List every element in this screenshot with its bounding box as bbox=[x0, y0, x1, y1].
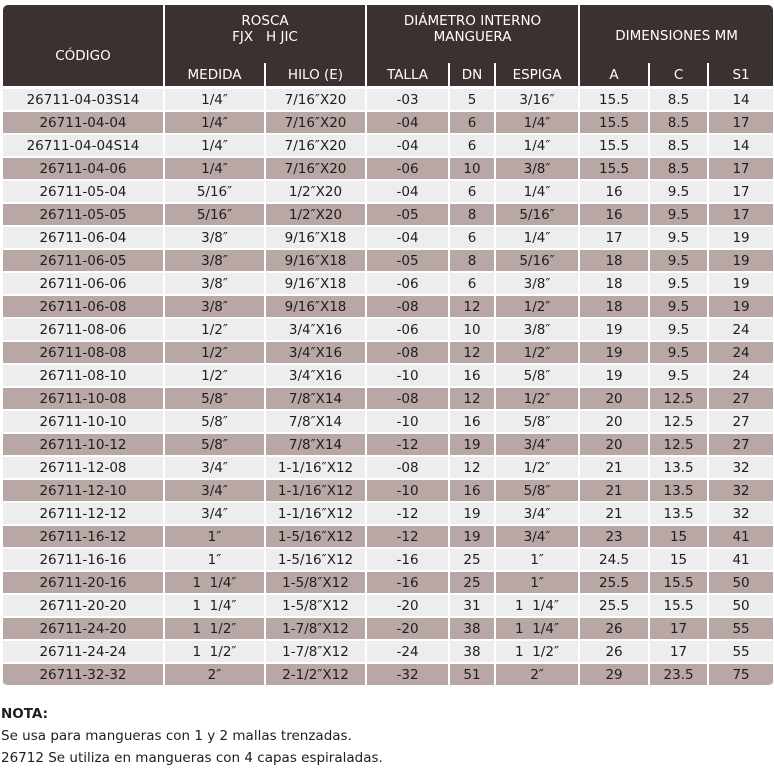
s1-cell: 32 bbox=[709, 480, 773, 503]
medida-cell: 5/8″ bbox=[165, 411, 264, 434]
talla-cell: -04 bbox=[367, 112, 448, 135]
medida-cell: 3/8″ bbox=[165, 296, 264, 319]
a-cell: 18 bbox=[580, 273, 648, 296]
table-row bbox=[3, 273, 773, 296]
codigo-cell: 26711-16-12 bbox=[3, 526, 163, 549]
espiga-cell: 1/2″ bbox=[496, 457, 578, 480]
espiga-cell: 5/16″ bbox=[496, 250, 578, 273]
c-cell: 12.5 bbox=[650, 388, 707, 411]
table-row bbox=[3, 595, 773, 618]
table-row bbox=[3, 204, 773, 227]
table-row bbox=[3, 411, 773, 434]
hilo-cell: 1-1/16″X12 bbox=[266, 503, 365, 526]
dn-cell: 31 bbox=[450, 595, 494, 618]
hilo-cell: 1-1/16″X12 bbox=[266, 457, 365, 480]
codigo-cell: 26711-10-12 bbox=[3, 434, 163, 457]
espiga-cell: 1/4″ bbox=[496, 227, 578, 250]
s1-cell: 32 bbox=[709, 503, 773, 526]
s1-cell: 24 bbox=[709, 365, 773, 388]
a-cell: 19 bbox=[580, 342, 648, 365]
dn-cell: 6 bbox=[450, 135, 494, 158]
s1-cell: 17 bbox=[709, 112, 773, 135]
a-cell: 19 bbox=[580, 365, 648, 388]
c-cell: 17 bbox=[650, 641, 707, 664]
codigo-cell: 26711-16-16 bbox=[3, 549, 163, 572]
c-header: C bbox=[650, 63, 707, 86]
hilo-cell: 9/16″X18 bbox=[266, 296, 365, 319]
codigo-cell: 26711-08-10 bbox=[3, 365, 163, 388]
table-row bbox=[3, 250, 773, 273]
a-cell: 15.5 bbox=[580, 89, 648, 112]
dn-cell: 19 bbox=[450, 526, 494, 549]
hilo-cell: 1-7/8″X12 bbox=[266, 618, 365, 641]
medida-cell: 1″ bbox=[165, 526, 264, 549]
table-header bbox=[3, 5, 773, 89]
medida-cell: 1″ bbox=[165, 549, 264, 572]
dimensiones-header: DIMENSIONES MM bbox=[580, 5, 773, 63]
medida-cell: 1 1/2″ bbox=[165, 641, 264, 664]
c-cell: 12.5 bbox=[650, 434, 707, 457]
table-body bbox=[3, 89, 773, 687]
espiga-cell: 5/8″ bbox=[496, 365, 578, 388]
dn-cell: 16 bbox=[450, 411, 494, 434]
medida-cell: 3/4″ bbox=[165, 457, 264, 480]
codigo-cell: 26711-12-12 bbox=[3, 503, 163, 526]
medida-cell: 5/16″ bbox=[165, 204, 264, 227]
a-cell: 18 bbox=[580, 296, 648, 319]
notes-section bbox=[1, 703, 771, 769]
hilo-cell: 7/8″X14 bbox=[266, 434, 365, 457]
hilo-cell: 3/4″X16 bbox=[266, 342, 365, 365]
fittings-spec-table bbox=[1, 5, 774, 687]
s1-header: S1 bbox=[709, 63, 773, 86]
espiga-cell: 3/8″ bbox=[496, 319, 578, 342]
a-cell: 26 bbox=[580, 618, 648, 641]
dn-cell: 25 bbox=[450, 549, 494, 572]
table-row bbox=[3, 503, 773, 526]
s1-cell: 14 bbox=[709, 89, 773, 112]
talla-cell: -20 bbox=[367, 595, 448, 618]
hilo-cell: 1-5/8″X12 bbox=[266, 572, 365, 595]
espiga-cell: 1 1/4″ bbox=[496, 618, 578, 641]
codigo-cell: 26711-24-20 bbox=[3, 618, 163, 641]
codigo-cell: 26711-08-08 bbox=[3, 342, 163, 365]
espiga-cell: 1/4″ bbox=[496, 181, 578, 204]
medida-cell: 1/4″ bbox=[165, 158, 264, 181]
note-title: NOTA: bbox=[1, 706, 49, 722]
medida-cell: 1/2″ bbox=[165, 319, 264, 342]
espiga-cell: 1 1/4″ bbox=[496, 595, 578, 618]
table-row bbox=[3, 158, 773, 181]
dn-cell: 51 bbox=[450, 664, 494, 687]
hilo-cell: 1-7/8″X12 bbox=[266, 641, 365, 664]
talla-cell: -24 bbox=[367, 641, 448, 664]
hilo-cell: 3/4″X16 bbox=[266, 365, 365, 388]
a-cell: 21 bbox=[580, 480, 648, 503]
table-row bbox=[3, 388, 773, 411]
talla-cell: -10 bbox=[367, 480, 448, 503]
codigo-cell: 26711-20-16 bbox=[3, 572, 163, 595]
s1-cell: 24 bbox=[709, 342, 773, 365]
talla-cell: -06 bbox=[367, 158, 448, 181]
codigo-cell: 26711-32-32 bbox=[3, 664, 163, 687]
espiga-cell: 5/8″ bbox=[496, 480, 578, 503]
medida-cell: 1/2″ bbox=[165, 342, 264, 365]
medida-cell: 1/4″ bbox=[165, 135, 264, 158]
c-cell: 9.5 bbox=[650, 342, 707, 365]
codigo-cell: 26711-04-04 bbox=[3, 112, 163, 135]
medida-cell: 1 1/4″ bbox=[165, 572, 264, 595]
table-row bbox=[3, 664, 773, 687]
codigo-cell: 26711-12-10 bbox=[3, 480, 163, 503]
dn-cell: 10 bbox=[450, 319, 494, 342]
s1-cell: 24 bbox=[709, 319, 773, 342]
s1-cell: 41 bbox=[709, 549, 773, 572]
talla-cell: -12 bbox=[367, 526, 448, 549]
note-line-1: Se usa para mangueras con 1 y 2 mallas trenzadas. bbox=[1, 728, 352, 744]
c-cell: 12.5 bbox=[650, 411, 707, 434]
medida-cell: 5/16″ bbox=[165, 181, 264, 204]
espiga-cell: 3/8″ bbox=[496, 158, 578, 181]
codigo-cell: 26711-06-06 bbox=[3, 273, 163, 296]
espiga-cell: 1″ bbox=[496, 572, 578, 595]
s1-cell: 50 bbox=[709, 595, 773, 618]
c-cell: 17 bbox=[650, 618, 707, 641]
espiga-cell: 5/8″ bbox=[496, 411, 578, 434]
c-cell: 9.5 bbox=[650, 227, 707, 250]
espiga-cell: 1/4″ bbox=[496, 112, 578, 135]
codigo-cell: 26711-10-08 bbox=[3, 388, 163, 411]
a-cell: 20 bbox=[580, 388, 648, 411]
talla-cell: -08 bbox=[367, 388, 448, 411]
codigo-cell: 26711-12-08 bbox=[3, 457, 163, 480]
talla-cell: -20 bbox=[367, 618, 448, 641]
dn-header: DN bbox=[450, 63, 494, 86]
espiga-cell: 1/2″ bbox=[496, 296, 578, 319]
hilo-cell: 3/4″X16 bbox=[266, 319, 365, 342]
codigo-header: CÓDIGO bbox=[3, 5, 163, 86]
table-row bbox=[3, 296, 773, 319]
c-cell: 8.5 bbox=[650, 112, 707, 135]
dn-cell: 16 bbox=[450, 365, 494, 388]
dn-cell: 6 bbox=[450, 181, 494, 204]
table-row bbox=[3, 342, 773, 365]
espiga-cell: 5/16″ bbox=[496, 204, 578, 227]
diametro-header-line1: DIÁMETRO INTERNO bbox=[403, 13, 542, 29]
a-cell: 16 bbox=[580, 181, 648, 204]
c-cell: 15.5 bbox=[650, 572, 707, 595]
s1-cell: 27 bbox=[709, 411, 773, 434]
hilo-cell: 1/2″X20 bbox=[266, 204, 365, 227]
codigo-cell: 26711-04-06 bbox=[3, 158, 163, 181]
hilo-cell: 9/16″X18 bbox=[266, 227, 365, 250]
medida-cell: 3/4″ bbox=[165, 480, 264, 503]
a-cell: 16 bbox=[580, 204, 648, 227]
s1-cell: 27 bbox=[709, 434, 773, 457]
talla-cell: -04 bbox=[367, 135, 448, 158]
a-cell: 15.5 bbox=[580, 112, 648, 135]
hilo-header: HILO (E) bbox=[266, 63, 365, 86]
codigo-cell: 26711-04-03S14 bbox=[3, 89, 163, 112]
talla-cell: -04 bbox=[367, 181, 448, 204]
c-cell: 15 bbox=[650, 526, 707, 549]
medida-cell: 5/8″ bbox=[165, 434, 264, 457]
s1-cell: 17 bbox=[709, 158, 773, 181]
medida-cell: 1/4″ bbox=[165, 112, 264, 135]
a-cell: 17 bbox=[580, 227, 648, 250]
table-row bbox=[3, 526, 773, 549]
talla-cell: -16 bbox=[367, 549, 448, 572]
dn-cell: 12 bbox=[450, 342, 494, 365]
a-cell: 21 bbox=[580, 457, 648, 480]
talla-cell: -05 bbox=[367, 204, 448, 227]
talla-cell: -03 bbox=[367, 89, 448, 112]
a-cell: 20 bbox=[580, 434, 648, 457]
s1-cell: 32 bbox=[709, 457, 773, 480]
codigo-cell: 26711-06-05 bbox=[3, 250, 163, 273]
medida-cell: 1/4″ bbox=[165, 89, 264, 112]
a-cell: 23 bbox=[580, 526, 648, 549]
espiga-cell: 1″ bbox=[496, 549, 578, 572]
talla-cell: -08 bbox=[367, 296, 448, 319]
dn-cell: 12 bbox=[450, 388, 494, 411]
codigo-cell: 26711-20-20 bbox=[3, 595, 163, 618]
medida-cell: 2″ bbox=[165, 664, 264, 687]
a-cell: 25.5 bbox=[580, 595, 648, 618]
espiga-cell: 3/8″ bbox=[496, 273, 578, 296]
codigo-cell: 26711-24-24 bbox=[3, 641, 163, 664]
table-row bbox=[3, 181, 773, 204]
hilo-cell: 1-5/16″X12 bbox=[266, 549, 365, 572]
a-cell: 29 bbox=[580, 664, 648, 687]
codigo-cell: 26711-05-05 bbox=[3, 204, 163, 227]
hilo-cell: 7/16″X20 bbox=[266, 89, 365, 112]
dn-cell: 6 bbox=[450, 227, 494, 250]
c-cell: 9.5 bbox=[650, 319, 707, 342]
espiga-header: ESPIGA bbox=[496, 63, 578, 86]
s1-cell: 14 bbox=[709, 135, 773, 158]
talla-cell: -08 bbox=[367, 342, 448, 365]
a-cell: 21 bbox=[580, 503, 648, 526]
dn-cell: 6 bbox=[450, 273, 494, 296]
dn-cell: 12 bbox=[450, 457, 494, 480]
c-cell: 9.5 bbox=[650, 296, 707, 319]
c-cell: 8.5 bbox=[650, 135, 707, 158]
c-cell: 9.5 bbox=[650, 273, 707, 296]
hilo-cell: 9/16″X18 bbox=[266, 273, 365, 296]
dn-cell: 12 bbox=[450, 296, 494, 319]
dn-cell: 6 bbox=[450, 112, 494, 135]
s1-cell: 19 bbox=[709, 273, 773, 296]
medida-cell: 1 1/4″ bbox=[165, 595, 264, 618]
c-cell: 9.5 bbox=[650, 365, 707, 388]
c-cell: 9.5 bbox=[650, 250, 707, 273]
table-row bbox=[3, 227, 773, 250]
medida-cell: 3/4″ bbox=[165, 503, 264, 526]
codigo-cell: 26711-10-10 bbox=[3, 411, 163, 434]
dn-cell: 10 bbox=[450, 158, 494, 181]
table-row bbox=[3, 480, 773, 503]
c-cell: 13.5 bbox=[650, 480, 707, 503]
hilo-cell: 2-1/2″X12 bbox=[266, 664, 365, 687]
hilo-cell: 1-5/16″X12 bbox=[266, 526, 365, 549]
dn-cell: 38 bbox=[450, 618, 494, 641]
table-row bbox=[3, 365, 773, 388]
rosca-header-line2: FJX H JIC bbox=[232, 29, 298, 45]
c-cell: 15.5 bbox=[650, 595, 707, 618]
s1-cell: 17 bbox=[709, 204, 773, 227]
c-cell: 8.5 bbox=[650, 89, 707, 112]
a-header: A bbox=[580, 63, 648, 86]
table-row bbox=[3, 319, 773, 342]
table-row bbox=[3, 434, 773, 457]
dn-cell: 19 bbox=[450, 503, 494, 526]
c-cell: 23.5 bbox=[650, 664, 707, 687]
espiga-cell: 2″ bbox=[496, 664, 578, 687]
table-row bbox=[3, 112, 773, 135]
medida-cell: 5/8″ bbox=[165, 388, 264, 411]
a-cell: 15.5 bbox=[580, 135, 648, 158]
talla-header: TALLA bbox=[367, 63, 448, 86]
diametro-header-line2: MANGUERA bbox=[433, 29, 512, 45]
s1-cell: 50 bbox=[709, 572, 773, 595]
talla-cell: -10 bbox=[367, 411, 448, 434]
talla-cell: -12 bbox=[367, 434, 448, 457]
s1-cell: 75 bbox=[709, 664, 773, 687]
s1-cell: 27 bbox=[709, 388, 773, 411]
espiga-cell: 3/4″ bbox=[496, 526, 578, 549]
espiga-cell: 1/2″ bbox=[496, 388, 578, 411]
diametro-header bbox=[367, 5, 578, 63]
note-line-2: 26712 Se utiliza en mangueras con 4 capas espiraladas. bbox=[1, 750, 383, 766]
rosca-header-line1: ROSCA bbox=[241, 13, 289, 29]
a-cell: 26 bbox=[580, 641, 648, 664]
c-cell: 9.5 bbox=[650, 181, 707, 204]
a-cell: 18 bbox=[580, 250, 648, 273]
medida-cell: 3/8″ bbox=[165, 250, 264, 273]
table-row bbox=[3, 572, 773, 595]
dn-cell: 8 bbox=[450, 250, 494, 273]
dn-cell: 25 bbox=[450, 572, 494, 595]
s1-cell: 19 bbox=[709, 296, 773, 319]
hilo-cell: 7/8″X14 bbox=[266, 411, 365, 434]
espiga-cell: 1/4″ bbox=[496, 135, 578, 158]
medida-cell: 3/8″ bbox=[165, 273, 264, 296]
talla-cell: -06 bbox=[367, 319, 448, 342]
a-cell: 24.5 bbox=[580, 549, 648, 572]
espiga-cell: 3/16″ bbox=[496, 89, 578, 112]
table-row bbox=[3, 641, 773, 664]
espiga-cell: 3/4″ bbox=[496, 503, 578, 526]
hilo-cell: 1/2″X20 bbox=[266, 181, 365, 204]
espiga-cell: 1/2″ bbox=[496, 342, 578, 365]
s1-cell: 17 bbox=[709, 181, 773, 204]
c-cell: 9.5 bbox=[650, 204, 707, 227]
medida-header: MEDIDA bbox=[165, 63, 264, 86]
hilo-cell: 9/16″X18 bbox=[266, 250, 365, 273]
talla-cell: -06 bbox=[367, 273, 448, 296]
c-cell: 15 bbox=[650, 549, 707, 572]
rosca-header bbox=[165, 5, 365, 63]
codigo-cell: 26711-08-06 bbox=[3, 319, 163, 342]
codigo-cell: 26711-06-04 bbox=[3, 227, 163, 250]
table-row bbox=[3, 135, 773, 158]
table-row bbox=[3, 89, 773, 112]
codigo-cell: 26711-05-04 bbox=[3, 181, 163, 204]
talla-cell: -32 bbox=[367, 664, 448, 687]
dn-cell: 16 bbox=[450, 480, 494, 503]
medida-cell: 1 1/2″ bbox=[165, 618, 264, 641]
c-cell: 8.5 bbox=[650, 158, 707, 181]
a-cell: 25.5 bbox=[580, 572, 648, 595]
hilo-cell: 7/16″X20 bbox=[266, 158, 365, 181]
talla-cell: -12 bbox=[367, 503, 448, 526]
dn-cell: 38 bbox=[450, 641, 494, 664]
talla-cell: -10 bbox=[367, 365, 448, 388]
dn-cell: 8 bbox=[450, 204, 494, 227]
hilo-cell: 7/16″X20 bbox=[266, 135, 365, 158]
table-row bbox=[3, 457, 773, 480]
talla-cell: -16 bbox=[367, 572, 448, 595]
table-row bbox=[3, 618, 773, 641]
table-row bbox=[3, 549, 773, 572]
hilo-cell: 7/8″X14 bbox=[266, 388, 365, 411]
a-cell: 20 bbox=[580, 411, 648, 434]
espiga-cell: 1 1/2″ bbox=[496, 641, 578, 664]
hilo-cell: 1-5/8″X12 bbox=[266, 595, 365, 618]
hilo-cell: 7/16″X20 bbox=[266, 112, 365, 135]
codigo-cell: 26711-04-04S14 bbox=[3, 135, 163, 158]
c-cell: 13.5 bbox=[650, 503, 707, 526]
medida-cell: 3/8″ bbox=[165, 227, 264, 250]
s1-cell: 41 bbox=[709, 526, 773, 549]
c-cell: 13.5 bbox=[650, 457, 707, 480]
medida-cell: 1/2″ bbox=[165, 365, 264, 388]
hilo-cell: 1-1/16″X12 bbox=[266, 480, 365, 503]
dn-cell: 19 bbox=[450, 434, 494, 457]
codigo-cell: 26711-06-08 bbox=[3, 296, 163, 319]
dn-cell: 5 bbox=[450, 89, 494, 112]
s1-cell: 55 bbox=[709, 641, 773, 664]
s1-cell: 19 bbox=[709, 250, 773, 273]
s1-cell: 55 bbox=[709, 618, 773, 641]
s1-cell: 19 bbox=[709, 227, 773, 250]
talla-cell: -08 bbox=[367, 457, 448, 480]
a-cell: 19 bbox=[580, 319, 648, 342]
espiga-cell: 3/4″ bbox=[496, 434, 578, 457]
talla-cell: -04 bbox=[367, 227, 448, 250]
talla-cell: -05 bbox=[367, 250, 448, 273]
a-cell: 15.5 bbox=[580, 158, 648, 181]
